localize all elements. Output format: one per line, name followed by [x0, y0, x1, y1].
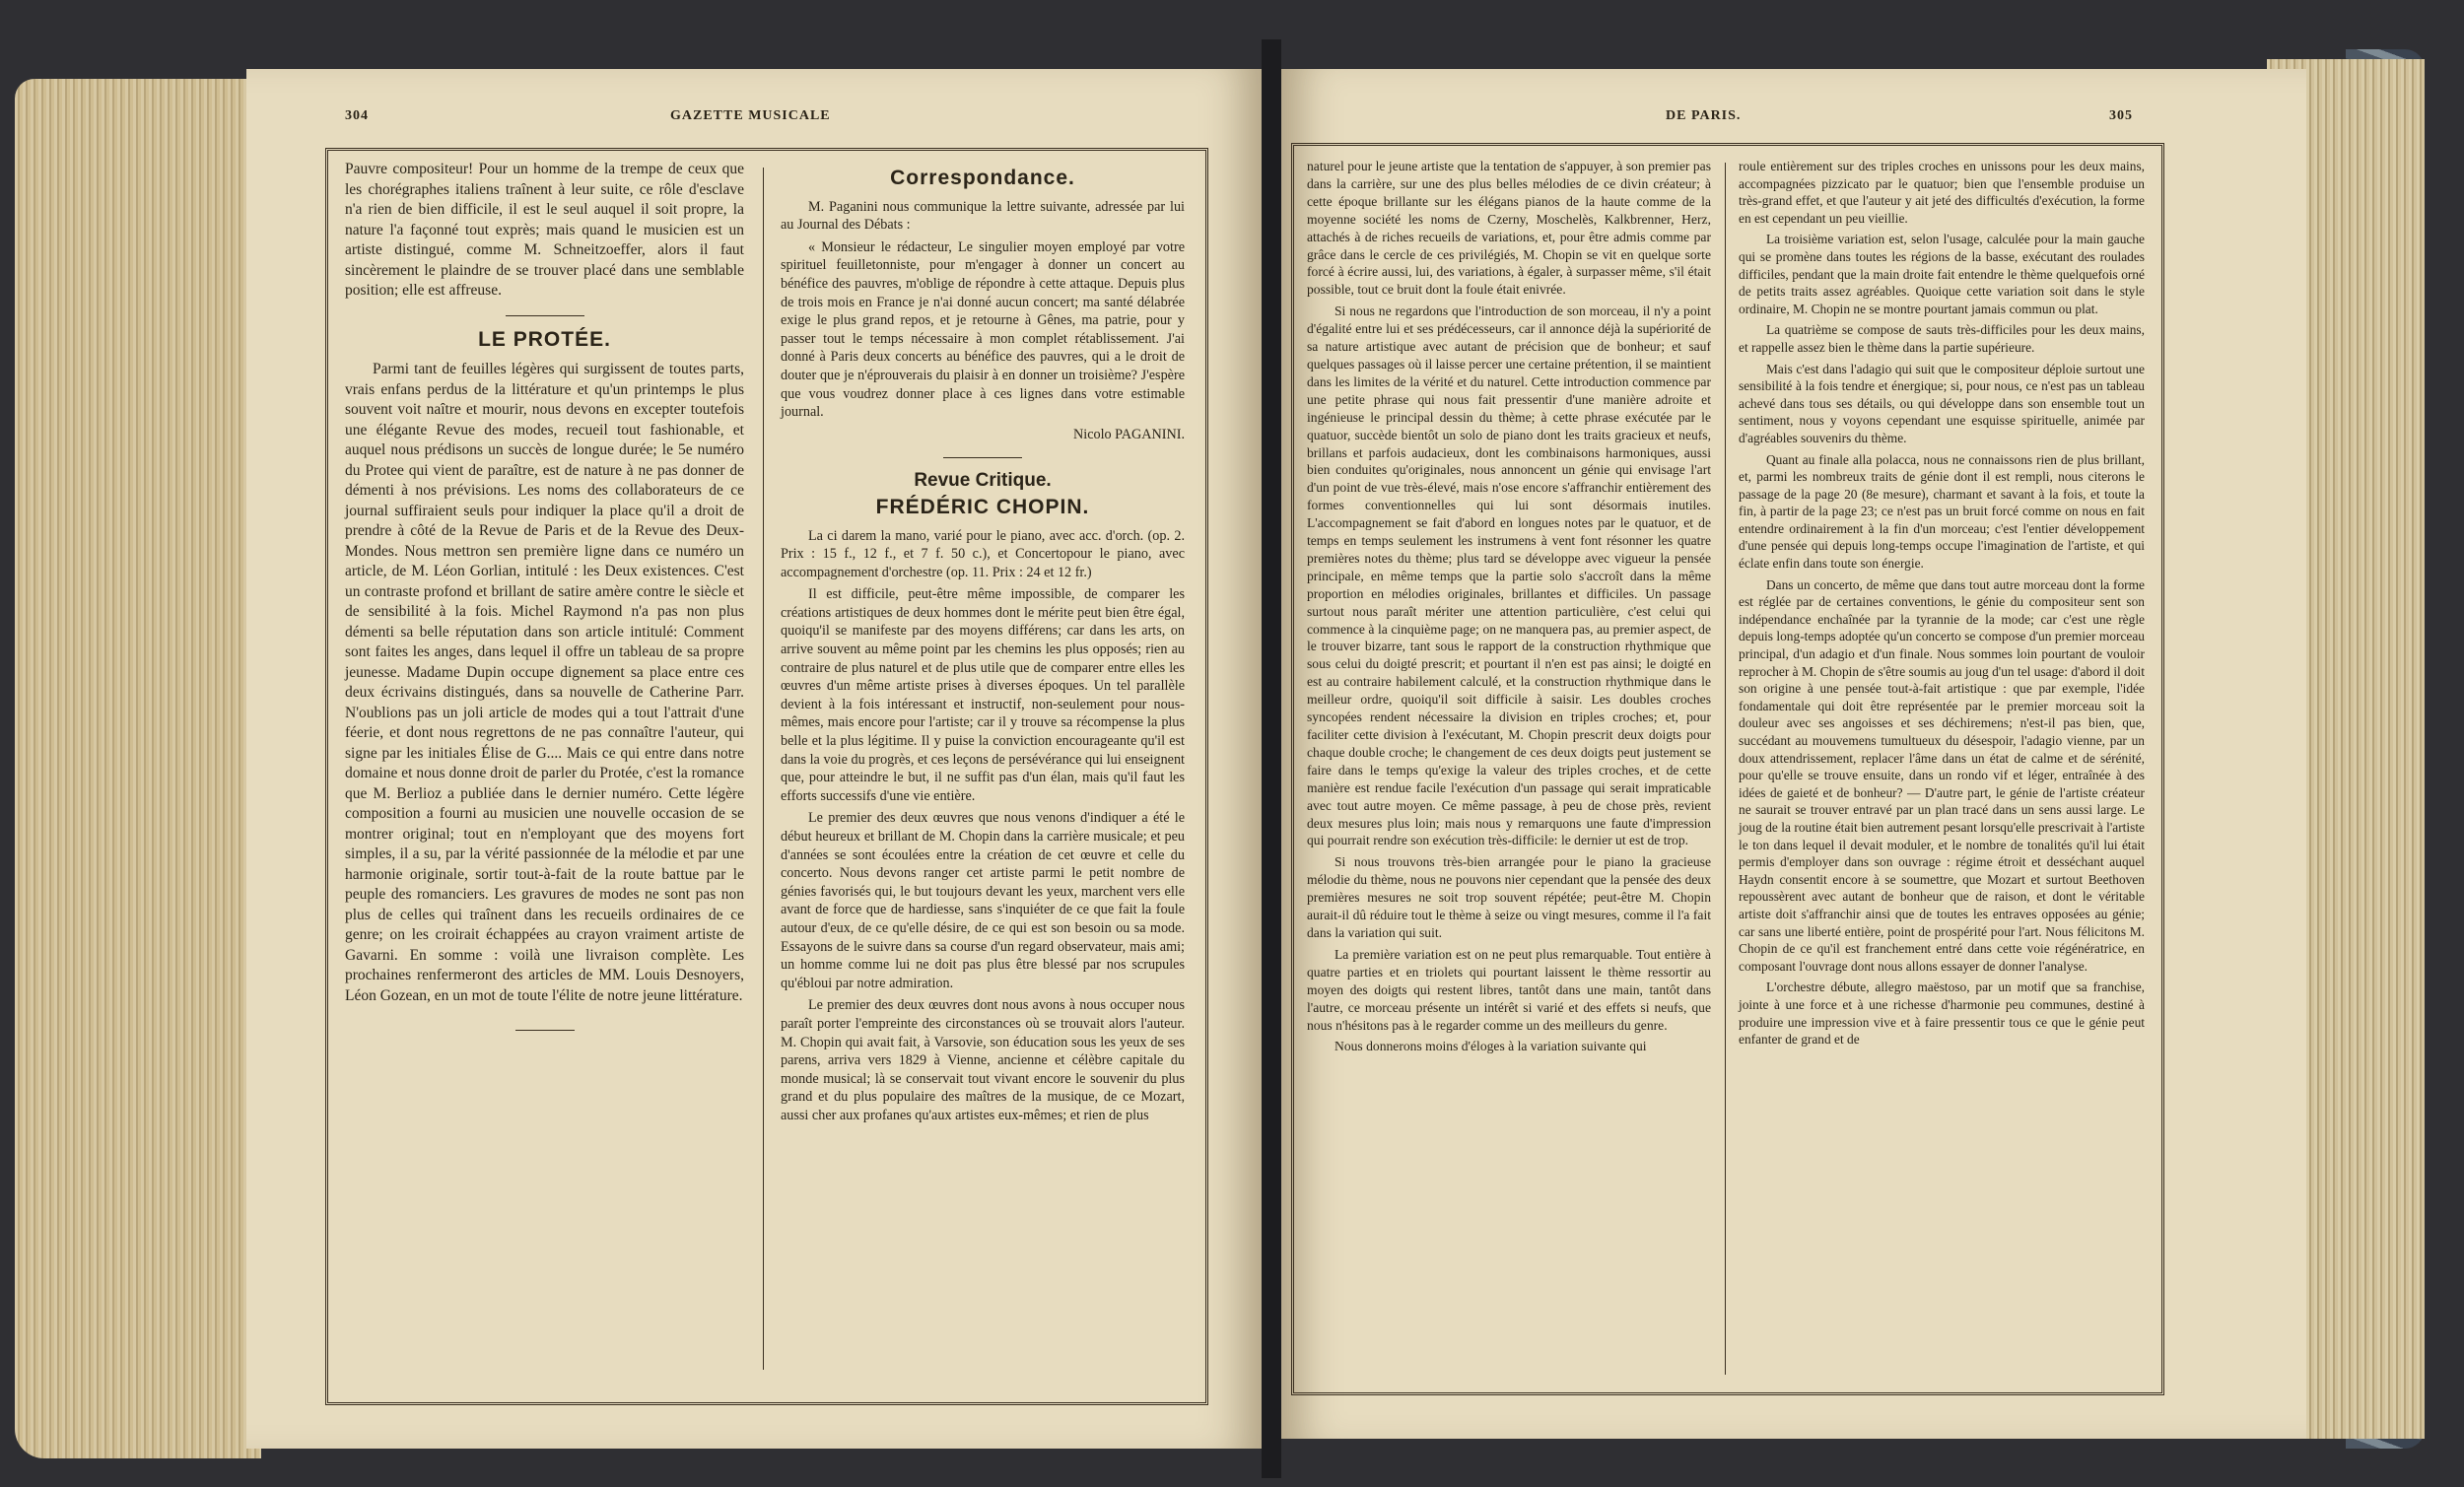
page-number-left: 304	[345, 108, 369, 123]
left-page-edges	[15, 79, 261, 1458]
paragraph: Quant au finale alla polacca, nous ne connaissons rien de plus brillant, et, parmi les nombreux traits de génie dont il est rempli, nous citerons le passage de la page 20 (8e mesure), charmant et savant à la fois, et toute la fin, à partir de la page 23; ce n'est pas un bruit forcé comme on nous en fait entendre ordinairement à la fin d'un morceau; c'est l'entier développement d'une pensée qui depuis long-temps occupe l'imagination de l'artiste, et qui éclate enfin dans toute son énergie.	[1739, 451, 2145, 572]
paragraph: Dans un concerto, de même que dans tout autre morceau dont la forme est réglée par de certaines conventions, le génie du compositeur sent son indépendance enchaînée par la tyrannie de la mode; car c'est une règle depuis long-temps adoptée qu'un concerto se compose d'un premier morceau principal, d'un adagio et d'un finale. Nous sommes loin pourtant de vouloir reprocher à M. Chopin de s'être soumis au joug d'un tel usage: d'abord il doit son origine à une pensée tout-à-fait artistique : que par exemple, l'idée fondamentale qui doit être représentée par le premier morceau soit la douleur avec ses angoisses et ses déchiremens; n'est-il pas bien, que, succédant au mouvemens tumultueux du désespoir, l'adagio vienne, par un doux attendrissement, replacer l'âme dans un état de calme et de sérénité, pour qu'elle se trouve ensuite, dans un rondo vif et léger, entraînée à des idées de gaieté et de bonheur? — D'autre part, le génie de l'artiste créateur ne saurait se trouver entravé par un plan tracé dans un sens aussi large. Le joug de la routine était bien autrement pesant lorsqu'elle prescrivait à l'artiste le ton dans lequel il devait moduler, et le nombre de tonalités qu'il lui était permis d'employer dans son ouvrage : régime étroit et desséchant auquel Haydn consentit encore à se soumettre, que Mozart et surtout Beethoven repoussèrent avec autant de bonheur que de raison, et dont le véritable artiste doit s'affranchir ainsi que de toutes les entraves opposées au génie; car sans une liberté entière, point de prospérité pour l'art. Nous félicitons M. Chopin de ce qu'il est franchement entré dans cette voie régénératrice, en composant l'ouvrage dont nous allons essayer de donner l'analyse.	[1739, 576, 2145, 974]
article-subject: FRÉDÉRIC CHOPIN.	[875, 495, 1090, 518]
paragraph: Si nous ne regardons que l'introduction de son morceau, il n'y a point d'égalité entre lui et ses prédécesseurs, car il annonce déjà la supériorité de sa nature artistique avec autant de précision que de bonheur; et sauf quelques passages où il laisse percer une certaine prétention, il se maintient dans les limites de la vérité et du naturel. Cette introduction commence par une petite phrase qui nous fait pressentir d'une manière adroite et ingénieuse le principal dessin du thème; à cette phrase exécutée par le quatuor, succède bientôt un solo de piano dont les traits gracieux et neufs, brillans et parfois audacieux, dont les combinaisons harmoniques, aussi bien conduites qu'originales, nous annoncent un génie qui envisage l'art d'un point de vue très-élevé, mais n'ose encore s'affranchir entièrement des formes conventionnelles qui lui sont désormais inutiles. L'accompagnement se fait d'abord en longues notes par le quatuor, et de temps en temps seulement les instrumens à vent font résonner les quatre premières notes du thème; plus tard se développe avec vigueur la pensée principale, en même temps que la partie solo s'accroît dans la même proportion en mélodies originales, brillantes et difficiles. Un passage surtout nous paraît mériter une attention particulière, c'est celui qui commence à la cinquième page; on ne manquera pas, au premier aspect, de le trouver bizarre, tant sous le rapport de la construction rhythmique que sous celui du doigté prescrit; et pourtant il n'en est pas ainsi; le doigté en est au contraire habilement calculé, et la construction rhythmique dans le meilleur ordre, quoiqu'il soit difficile à saisir. Les doubles croches syncopées rendent nécessaire la division en triples croches; et, pour faciliter cette division à l'exécutant, M. Chopin prescrit deux doigts pour chaque double croche; le changement de ces deux doigts peut justement se faire dans le temps qu'exige la valeur des triples croches, et de cette manière est rendue facile l'exécution d'un passage qui serait impraticable avec tout autre moyen. Ce même passage, à peu de chose près, revient deux mesures plus loin; mais nous y remarquons une faute d'impression qui pourrait rendre son exécution très-difficile: le dernier ut est de trop.	[1307, 304, 1711, 848]
paragraph: Pauvre compositeur! Pour un homme de la trempe de ceux que les chorégraphes italiens traînent à leur suite, ce rôle d'esclave n'a rien de bien difficile, il est le seul auquel il soit propre, la nature l'a façonné tout exprès; mais quand le musicien est un artiste distingué, comme M. Schneitzoeffer, alors il faut sincèrement le plaindre de se trouver placé dans une semblable position; elle est affreuse.	[345, 161, 744, 299]
right-column-1	[1307, 158, 1711, 1059]
section-title: Revue Critique.	[914, 470, 1052, 492]
paragraph: M. Paganini nous communique la lettre suivante, adressée par lui au Journal des Débats :	[781, 198, 1185, 234]
left-column-divider	[763, 168, 764, 1370]
paragraph: roule entièrement sur des triples croches en unissons pour les deux mains, accompagnées pizzicato par le quatuor; bien que l'ensemble produise un très-grand effet, et que l'auteur y ait jeté des difficultés d'exécution, la forme en est cependant un peu vieillie.	[1739, 159, 2145, 226]
left-column-2	[781, 160, 1185, 1129]
signature: Nicolo PAGANINI.	[1073, 426, 1185, 442]
paragraph: Le premier des deux œuvres que nous venons d'indiquer a été le début heureux et brillant de M. Chopin dans la carrière musicale; et peu d'années se sont écoulées entre la création de cet œuvre et celle du concerto. Nous devons ranger cet artiste parmi le petit nombre de génies favorisés qui, le but toujours devant les yeux, marchent vers elle avant de force que de hardiesse, sans s'inquiéter de ce que fait la foule autour d'eux, de ce qu'elle désire, de ce qui est son besoin ou sa mode. Essayons de le suivre dans sa course d'un regard observateur, mais ami; un homme comme lui ne doit pas plus être blessé par nos scrupules qu'ébloui par notre admiration.	[781, 810, 1185, 991]
paragraph: Le premier des deux œuvres dont nous avons à nous occuper nous paraît porter l'empreinte des circonstances où se trouvait alors l'auteur. M. Chopin qui avait fait, à Varsovie, son éducation sous les yeux de ses parens, arriva vers 1829 à Vienne, ancienne et célèbre capitale du monde musical; là se conservait tout vivant encore le souvenir du plus grand et du plus populaire des maîtres de la musique, de ce Mozart, aussi cher aux profanes qu'aux artistes eux-mêmes; et rien de plus	[781, 997, 1185, 1123]
paragraph: L'orchestre débute, allegro maëstoso, par un motif que sa franchise, jointe à une force et à une richesse d'harmonie peu communes, destiné à produire une impression vive et à faire pressentir tous ce que le génie peut enfanter de grand et de	[1739, 980, 2145, 1048]
paragraph: La première variation est on ne peut plus remarquable. Tout entière à quatre parties et en triolets qui pourtant laissent le thème ressortir au moyen des doigts qui restent libres, tantôt dans une main, tantôt dans l'autre, ce morceau présente un intérêt si varié et des effets si neufs, que nous n'hésitons pas à le regarder comme un des meilleurs du genre.	[1307, 946, 1711, 1033]
left-page	[246, 69, 1262, 1449]
right-column-divider	[1725, 163, 1726, 1375]
left-column-1	[345, 160, 744, 1054]
paragraph: « Monsieur le rédacteur, Le singulier moyen employé par votre spirituel feuilletonniste, pour m'engager à donner un concert au bénéfice des pauvres, m'oblige de répondre à cette attaque. Depuis plus de trois mois en France je n'ai donné aucun concert; ma santé délabrée exige le plus grand repos, et je retourne à Gênes, ma patrie, pour y passer tout le temps nécessaire à mon complet rétablissement. J'ai donné à Paris deux concerts au bénéfice des pauvres, qui a le droit de douter que je n'éprouverais du plaisir à en donner un troisième? J'espère que vous voudrez donner place à ces lignes dans votre estimable journal.	[781, 238, 1185, 421]
book-gutter	[1262, 39, 1281, 1478]
separator-rule	[943, 457, 1022, 458]
separator-rule	[515, 1030, 575, 1031]
paragraph: Mais c'est dans l'adagio qui suit que le compositeur déploie surtout une sensibilité à la fois tendre et énergique; si, pour nous, ce n'est pas un tableau achevé dans tous ses détails, ou qui développe dans son ensemble tout un sentiment, nous y voyons cependant une esquisse spirituelle, animée par d'agréables souvenirs du thème.	[1739, 361, 2145, 445]
paragraph: La ci darem la mano, varié pour le piano, avec acc. d'orch. (op. 2. Prix : 15 f., 12 f., et 7 f. 50 c.), et Concertopour le piano, avec accompagnement d'orchestre (op. 11. Prix : 24 et 12 fr.)	[781, 527, 1185, 580]
paragraph: Nous donnerons moins d'éloges à la variation suivante qui	[1335, 1039, 1647, 1054]
paragraph: naturel pour le jeune artiste que la tentation de s'appuyer, à son premier pas dans la carrière, sur une des plus belles mélodies de ce divin créateur; à cette époque brillante sur les élégans pianos de la haute comme de la moyenne société les noms de Czerny, Moschelès, Kalkbrenner, Herz, attachés à de riches recueils de variations, et, pour être admis comme par grâce dans le cercle de ces privilégiés, M. Chopin se vit en quelque sorte forcé à écrire aussi, lui, des variations, à égaler, à surpasser même, s'il était possible, tout ce bruit dont la foule était enivrée.	[1307, 159, 1711, 298]
right-column-2	[1739, 158, 2145, 1052]
section-title: Correspondance.	[890, 167, 1075, 189]
paragraph: La quatrième se compose de sauts très-difficiles pour les deux mains, et rappelle assez bien le thème dans la partie supérieure.	[1739, 322, 2145, 355]
paragraph: Parmi tant de feuilles légères qui surgissent de toutes parts, vrais enfans perdus de la littérature et qu'un printemps le plus souvent voit naître et mourir, nous devons en excepter toutefois une élégante Revue des modes, recueil tout fashionable, et auquel nous prédisons un succès de longue durée; le 5e numéro du Protee qui vient de paraître, est de nature à ne pas donner de démenti à nos prévisions. Les noms des collaborateurs de ce journal suffiraient seuls pour indiquer la place qu'il a droit de prendre à côté de la Revue de Paris et de la Revue des Deux-Mondes. Nous mettron sen première ligne dans ce numéro un article, de M. Léon Gorlian, intitulé : les Deux existences. C'est un contraste profond et brillant de satire amère contre le siècle et de sensibilité à la fois. Michel Raymond n'a pas non plus démenti sa belle réputation dans son article intitulé: Comment sont faites les anges, dans lequel il offre un tableau de sa propre jeunesse. Madame Dupin occupe dignement sa place entre ces deux écrivains distingués, dans sa nouvelle de Catherine Parr. N'oublions pas un joli article de modes qui a tout l'attrait d'une féerie, et dont nous regrettons de ne pas connaître l'auteur, qui signe par les initiales Élise de G.... Mais ce qui entre dans notre domaine et nous donne droit de parler du Protée, c'est la romance que M. Berlioz a publiée dans le dernier numéro. Cette légère composition a fourni au musicien une nouvelle occasion de se montrer original; tout en n'employant que des moyens fort simples, il a su, par la vérité passionnée de la mélodie et par une harmonie originale, sortir tout-à-fait de la route battue par le peuple des romanciers. Les gravures de modes ne sont pas non plus de celles qui traînent dans les recueils ordinaires de ce genre; on les croirait échappées au crayon vraiment artiste de Gavarni. En somme : voilà une livraison complète. Les prochaines renfermeront des articles de MM. Louis Desnoyers, Léon Gozean, en un mot de toute l'élite de notre jeune littérature.	[345, 361, 744, 1004]
article-title: LE PROTÉE.	[478, 327, 611, 351]
running-head-left: GAZETTE MUSICALE	[670, 108, 831, 123]
running-head-right: DE PARIS.	[1666, 108, 1742, 123]
right-page	[1281, 69, 2306, 1439]
separator-rule	[506, 315, 584, 316]
paragraph: La troisième variation est, selon l'usage, calculée pour la main gauche qui se promène dans toutes les régions de la basse, exécutant des roulades difficiles, pendant que la main droite fait entendre le thème quelquefois orné de petits traits assez agréables. Quoique cette variation soit dans le style ordinaire, M. Chopin ne se montre pourtant jamais commun ou plat.	[1739, 232, 2145, 316]
paragraph: Si nous trouvons très-bien arrangée pour le piano la gracieuse mélodie du thème, nous ne pouvons nier cependant que la pensée des deux premières mesures ne soit trop souvent répétée; peut-être M. Chopin aurait-il dû réduire tout le thème à seize ou vingt mesures, comme il l'a fait dans la variation qui suit.	[1307, 854, 1711, 940]
paragraph: Il est difficile, peut-être même impossible, de comparer les créations artistiques de deux hommes dont le mérite peut bien être égal, quoiqu'il se manifeste par des moyens différens; car dans les arts, on arrive souvent au même point par les chemins les plus opposés; rien au contraire de plus naturel et de plus utile que de comparer entre elles les œuvres d'un même artiste prises à diverses époques. Un tel parallèle devient à la fois intéressant et instructif, non-seulement pour nous-mêmes, mais encore pour l'artiste; car il y trouve sa récompense la plus belle et la plus légitime. Il y puise la conviction encourageante qu'il est dans la voie du progrès, et ces leçons de persévérance qui lui enseignent que, pour atteindre le but, il ne suffit pas d'un élan, mais qu'il faut les efforts successifs d'une vie entière.	[781, 586, 1185, 804]
page-number-right: 305	[2109, 108, 2133, 123]
